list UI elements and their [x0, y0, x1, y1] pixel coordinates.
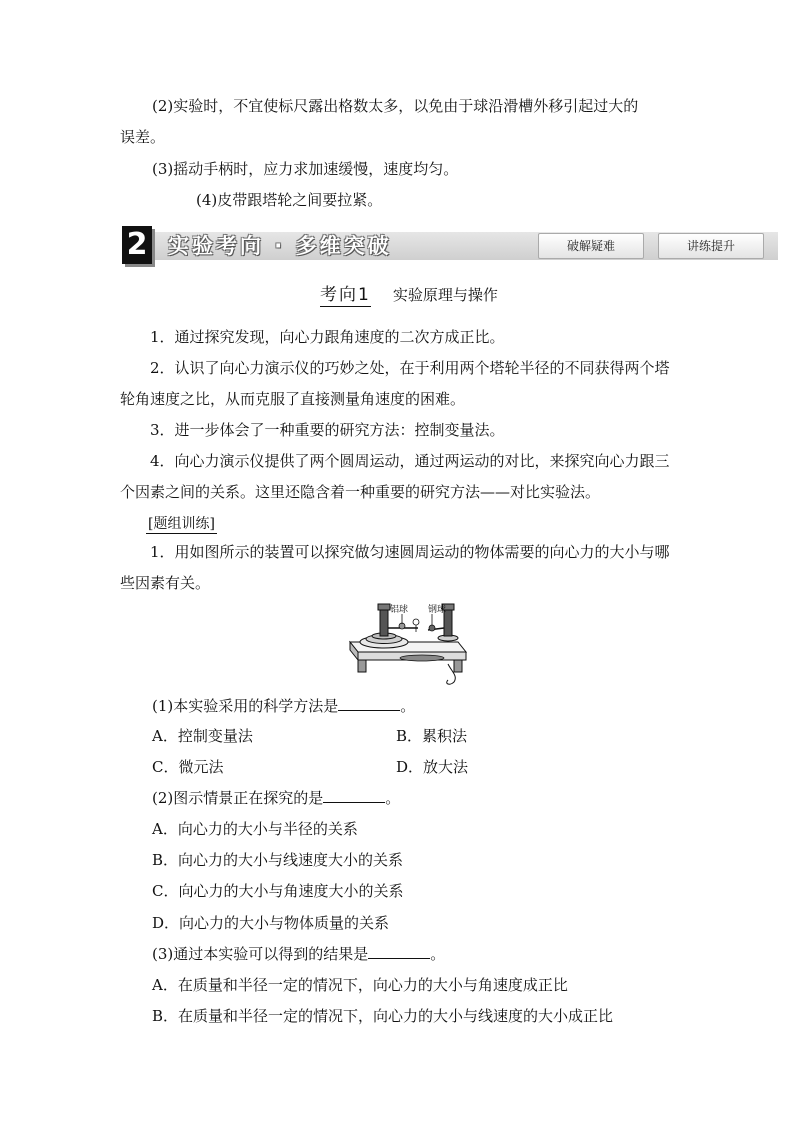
- point-2: 2．认识了向心力演示仪的巧妙之处，在于利用两个塔轮半径的不同获得两个塔轮角速度之比，从而克服了直接测量角速度的困难。: [120, 359, 670, 408]
- figure-label-steel-ball: 钢球: [428, 605, 447, 615]
- exercise-tag: [题组训练]: [148, 516, 215, 532]
- q1-option-d[interactable]: D．放大法: [396, 758, 469, 776]
- section-heading: [320, 285, 498, 305]
- q3-prompt: [152, 944, 445, 964]
- q2-option-b[interactable]: B．向心力的大小与线速度大小的关系: [152, 851, 404, 869]
- q1-option-b[interactable]: B．累积法: [396, 727, 468, 745]
- point-1: 1．通过探究发现，向心力跟角速度的二次方成正比。: [150, 328, 505, 346]
- section-label: 考向1: [320, 285, 371, 305]
- q2-prefix: (2)图示情景正在探究的是: [152, 789, 324, 807]
- crack-difficulty-button[interactable]: 破解疑难: [538, 233, 644, 259]
- section-banner: [122, 226, 778, 264]
- q1-option-c[interactable]: C．微元法: [152, 758, 224, 776]
- note-2: (2)实验时，不宜使标尺露出格数太多，以免由于球沿滑槽外移引起过大的: [152, 97, 639, 115]
- q3-suffix: 。: [430, 945, 446, 963]
- note-4: (4)皮带跟塔轮之间要拉紧。: [196, 191, 383, 209]
- q3-option-b[interactable]: B．在质量和半径一定的情况下，向心力的大小与线速度的大小成正比: [152, 1007, 614, 1025]
- figure-label-aluminum-ball: 铝球: [390, 605, 409, 615]
- q1-prompt: [152, 696, 415, 716]
- note-3: (3)摇动手柄时，应力求加速缓慢，速度均匀。: [152, 160, 459, 178]
- centripetal-apparatus-figure: [340, 600, 470, 690]
- q2-prompt: [152, 788, 400, 808]
- practice-improve-button[interactable]: 讲练提升: [658, 233, 764, 259]
- q2-option-a[interactable]: A．向心力的大小与半径的关系: [152, 820, 358, 838]
- q3-answer-blank[interactable]: [368, 944, 430, 959]
- q1-prefix: (1)本实验采用的科学方法是: [152, 697, 339, 715]
- q1-suffix: 。: [400, 697, 416, 715]
- q2-option-c[interactable]: C．向心力的大小与角速度大小的关系: [152, 882, 404, 900]
- q2-suffix: 。: [385, 789, 401, 807]
- q2-answer-blank[interactable]: [323, 788, 385, 803]
- point-4: 4．向心力演示仪提供了两个圆周运动，通过两运动的对比，来探究向心力跟三个因素之间的关系。这里还隐含着一种重要的研究方法——对比实验法。: [120, 452, 670, 501]
- section-title: 实验原理与操作: [392, 286, 498, 304]
- q3-option-a[interactable]: A．在质量和半径一定的情况下，向心力的大小与角速度成正比: [152, 976, 568, 994]
- banner-title: 实验考向 · 多维突破: [168, 234, 392, 258]
- point-3: 3．进一步体会了一种重要的研究方法：控制变量法。: [150, 421, 505, 439]
- q3-prefix: (3)通过本实验可以得到的结果是: [152, 945, 369, 963]
- question-stem: 1．用如图所示的装置可以探究做匀速圆周运动的物体需要的向心力的大小与哪些因素有关。: [120, 543, 670, 592]
- q1-option-a[interactable]: A．控制变量法: [152, 727, 253, 745]
- note-2-continued: 误差。: [120, 128, 166, 146]
- banner-number: 2: [122, 226, 152, 264]
- q1-answer-blank[interactable]: [338, 696, 400, 711]
- q2-option-d[interactable]: D．向心力的大小与物体质量的关系: [152, 914, 390, 932]
